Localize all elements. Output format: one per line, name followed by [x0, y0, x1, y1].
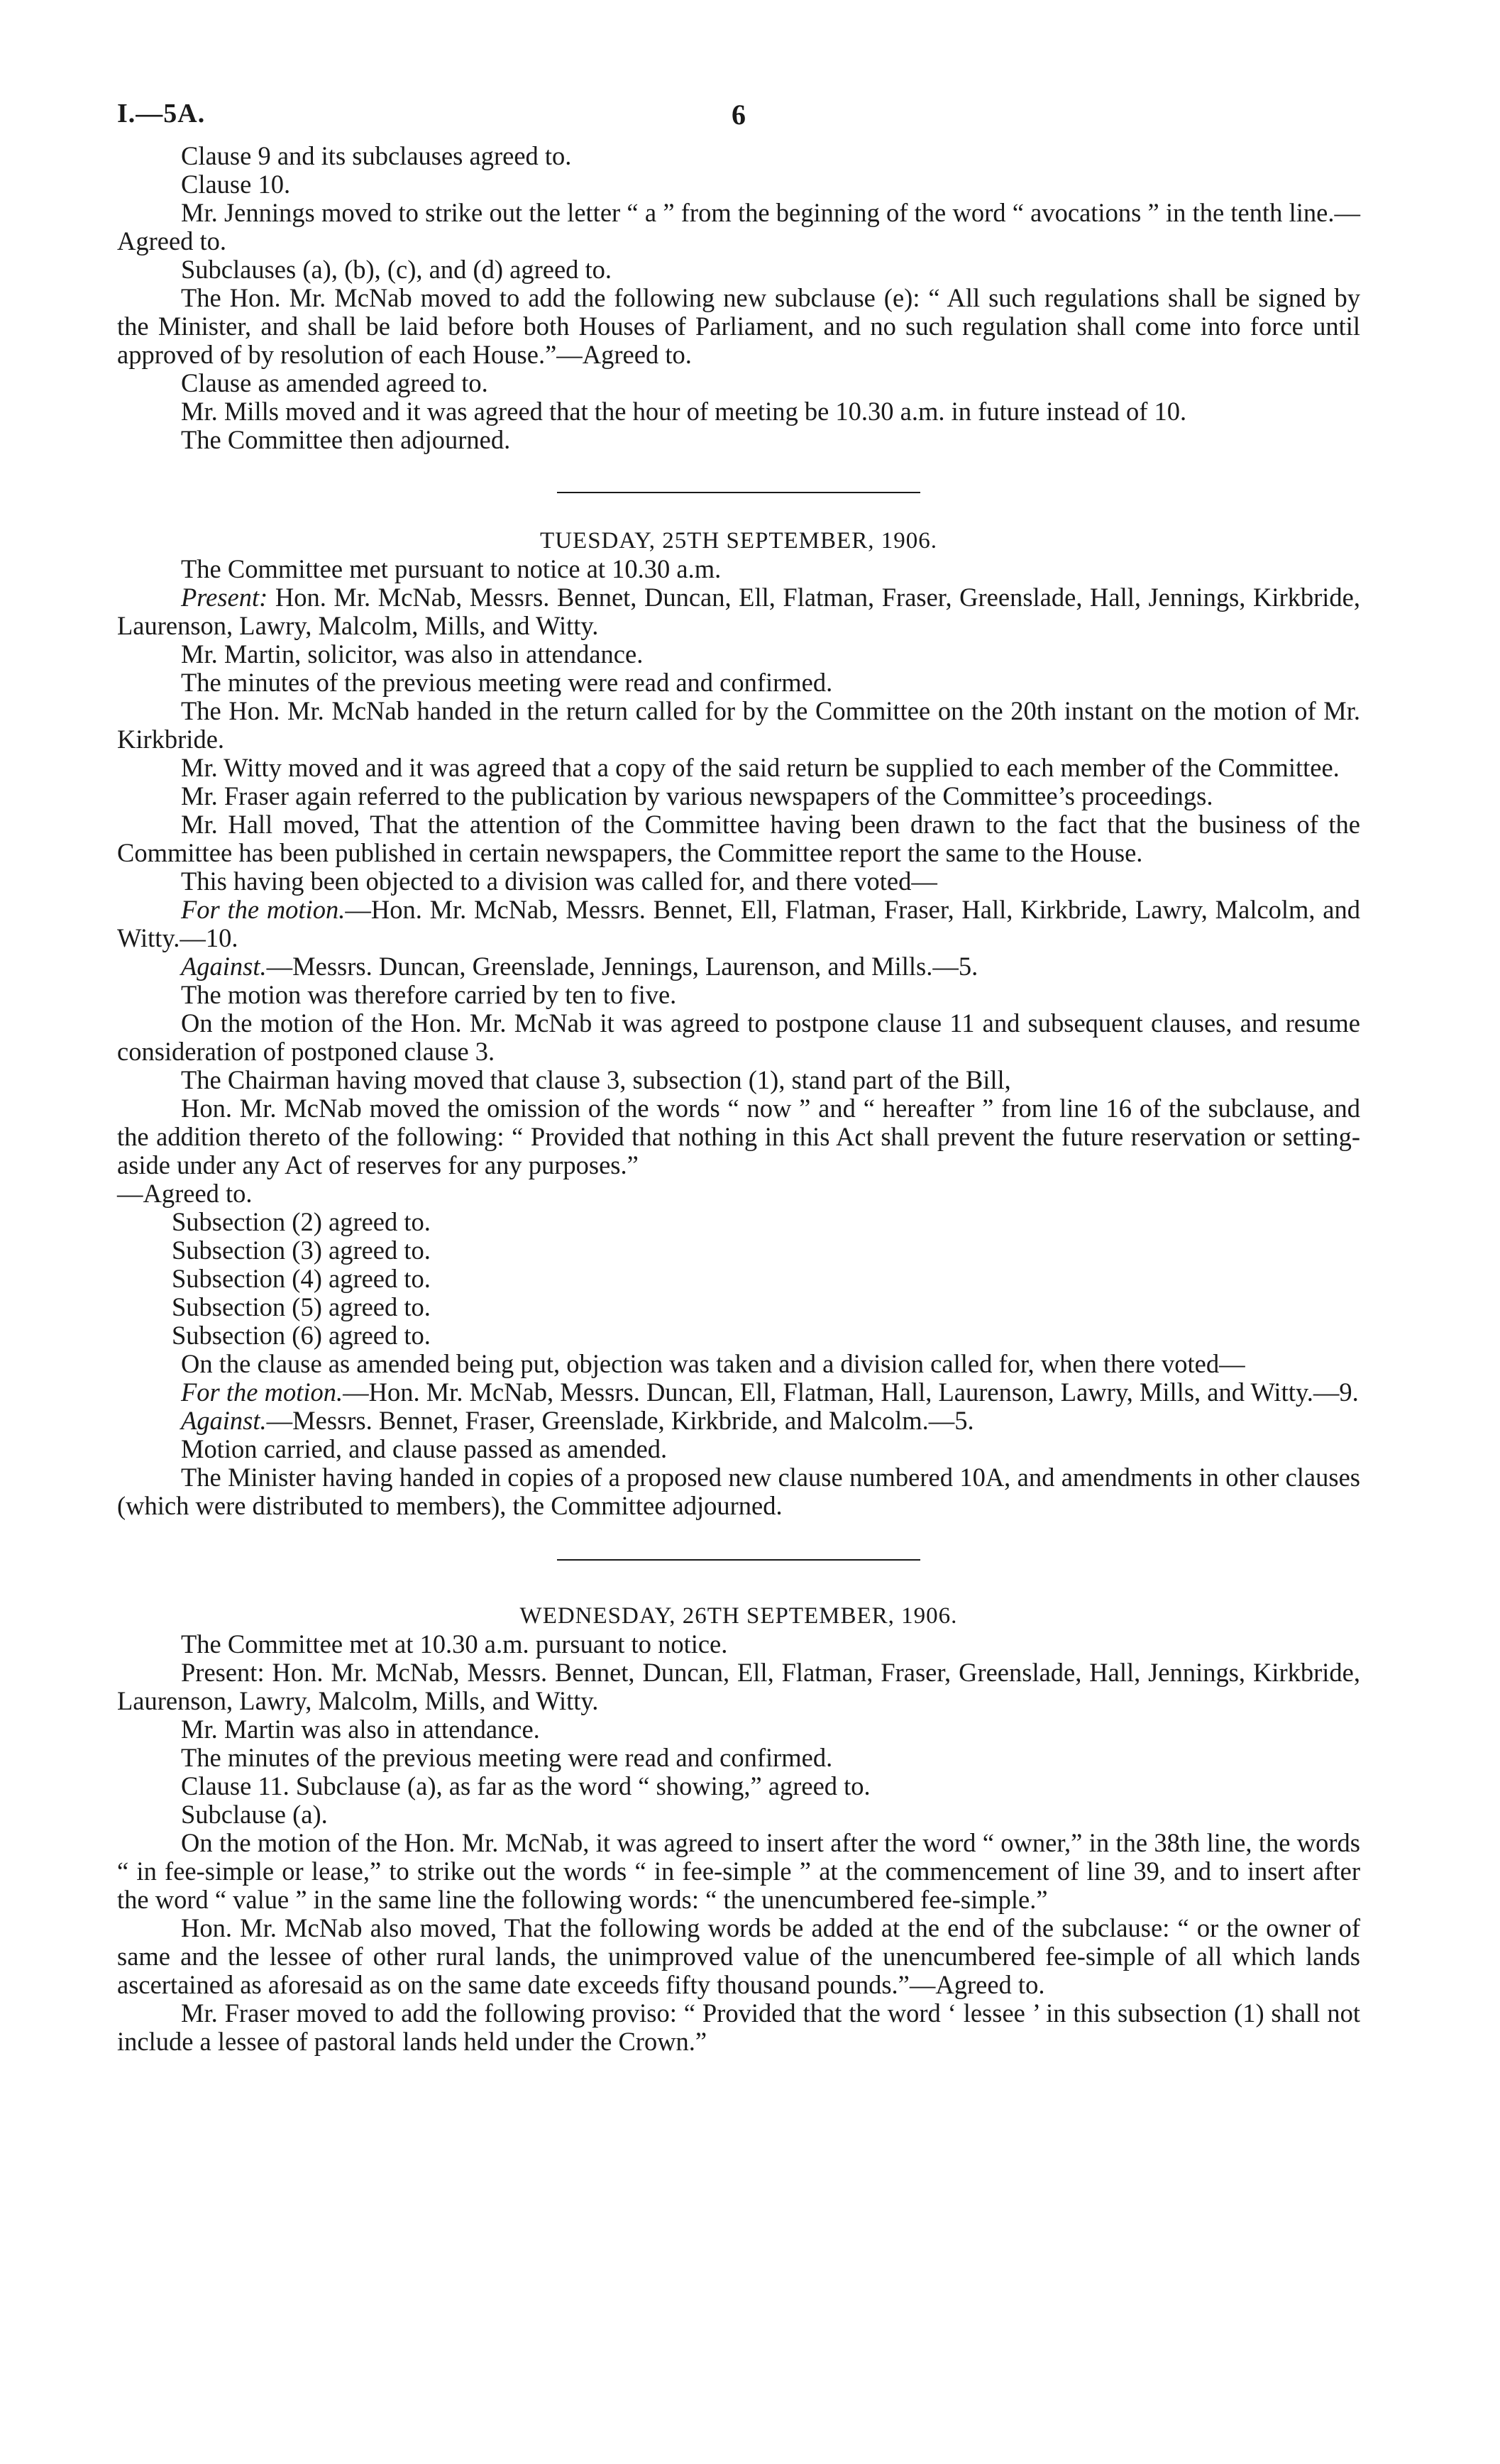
document-reference: I.—5A.: [117, 99, 206, 128]
section-heading: WEDNESDAY, 26TH SEPTEMBER, 1906.: [519, 1603, 958, 1629]
paragraph: Clause 11. Subclause (a), as far as the word “ showing,” agreed to.: [181, 1771, 871, 1800]
paragraph: Mr. Hall moved, That the attention of the Committee having been drawn to the fact that the business of the Committee has been published in certain newspapers, the Committee report the same to the House.: [117, 810, 1360, 867]
paragraph: Clause as amended agreed to.: [181, 368, 488, 397]
vote-against-label: Against.: [181, 1406, 267, 1435]
paragraph: The minutes of the previous meeting were read and confirmed.: [181, 1743, 833, 1772]
vote-against-paragraph: [117, 952, 1360, 981]
subsection-line: Subsection (5) agreed to.: [172, 1292, 431, 1321]
vote-for-paragraph: [117, 1378, 1360, 1407]
paragraph: Motion carried, and clause passed as amended.: [181, 1434, 668, 1463]
paragraph: The Chairman having moved that clause 3, subsection (1), stand part of the Bill,: [181, 1065, 1011, 1094]
vote-for-text: —Hon. Mr. McNab, Messrs. Duncan, Ell, Flatman, Hall, Laurenson, Lawry, Mills, and Witty.—9.: [343, 1377, 1359, 1407]
paragraph: Subclauses (a), (b), (c), and (d) agreed to.: [181, 255, 612, 284]
paragraph: On the motion of the Hon. Mr. McNab it was agreed to postpone clause 11 and subsequent clauses, and resume consideration of postponed clause 3.: [117, 1008, 1360, 1066]
present-label: Present:: [181, 583, 268, 612]
vote-against-paragraph: [117, 1407, 1360, 1435]
subsection-line: Subsection (6) agreed to.: [172, 1321, 431, 1350]
paragraph: The minutes of the previous meeting were read and confirmed.: [181, 668, 833, 697]
section-wednesday: [117, 1602, 1360, 2056]
vote-against-label: Against.: [181, 952, 267, 981]
paragraph: Clause 10.: [181, 170, 291, 199]
vote-against-text: —Messrs. Duncan, Greenslade, Jennings, Laurenson, and Mills.—5.: [266, 952, 978, 981]
subsection-line: Subsection (3) agreed to.: [172, 1236, 431, 1265]
vote-for-text: —Hon. Mr. McNab, Messrs. Bennet, Ell, Flatman, Fraser, Hall, Kirkbride, Lawry, Malcolm, and Witty.—10.: [117, 895, 1361, 952]
paragraph: The Hon. Mr. McNab handed in the return called for by the Committee on the 20th instant on the motion of Mr. Kirkbride.: [117, 696, 1360, 754]
paragraph: —Agreed to.: [117, 1179, 253, 1208]
paragraph: Mr. Mills moved and it was agreed that the hour of meeting be 10.30 a.m. in future instead of 10.: [181, 397, 1187, 426]
paragraph: Present: Hon. Mr. McNab, Messrs. Bennet, Duncan, Ell, Flatman, Fraser, Greenslade, Hall, Jennings, Kirkbride, Laurenson, Lawry, Malcolm, Mills, and Witty.: [117, 1658, 1360, 1715]
paragraph: The Minister having handed in copies of a proposed new clause numbered 10A, and amendments in other clauses (which were distributed to members), the Committee adjourned.: [117, 1463, 1360, 1520]
paragraph: The Committee met at 10.30 a.m. pursuant to notice.: [181, 1629, 728, 1659]
subsection-line: Subsection (4) agreed to.: [172, 1264, 431, 1293]
section-tuesday: [117, 527, 1360, 1520]
paragraph: Hon. Mr. McNab moved the omission of the words “ now ” and “ hereafter ” from line 16 of the subclause, and the addition thereto of the following: “ Provided that nothing in this Act shall prevent the future reservation or setting-aside under any Act of reserves for any purposes.”: [117, 1094, 1360, 1179]
section-heading: TUESDAY, 25TH SEPTEMBER, 1906.: [540, 528, 937, 554]
paragraph: Hon. Mr. McNab also moved, That the following words be added at the end of the subclause: “ or the owner of same and the lessee of other rural lands, the unimproved value of the unencumbered fee-simple of all which lands ascertained as aforesaid as on the same date exceeds fifty thousand pounds.”—Agreed to.: [117, 1913, 1360, 1999]
vote-for-label: For the motion.: [181, 1377, 343, 1407]
paragraph: On the clause as amended being put, objection was taken and a division called for, when there voted—: [181, 1349, 1245, 1378]
paragraph: Mr. Witty moved and it was agreed that a copy of the said return be supplied to each member of the Committee.: [181, 753, 1340, 782]
paragraph: Mr. Fraser moved to add the following proviso: “ Provided that the word ‘ lessee ’ in this subsection (1) shall not include a lessee of pastoral lands held under the Crown.”: [117, 1998, 1360, 2056]
section-intro: [117, 142, 1360, 454]
paragraph: The Committee met pursuant to notice at 10.30 a.m.: [181, 554, 722, 583]
paragraph: Subclause (a).: [181, 1800, 328, 1829]
present-text: Hon. Mr. McNab, Messrs. Bennet, Duncan, Ell, Flatman, Fraser, Greenslade, Hall, Jennings, Kirkbride, Laurenson, Lawry, Malcolm, Mills, and Witty.: [117, 583, 1360, 640]
page-number: 6: [732, 99, 746, 131]
paragraph: On the motion of the Hon. Mr. McNab, it was agreed to insert after the word “ owner,” in the 38th line, the words “ in fee-simple or lease,” to strike out the words “ in fee-simple ” at the commencement of line 39, and to insert after the word “ value ” in the same line the following words: “ the unencumbered fee-simple.”: [117, 1828, 1360, 1914]
paragraph: The Hon. Mr. McNab moved to add the following new subclause (e): “ All such regulations shall be signed by the Minister, and shall be laid before both Houses of Parliament, and no such regulation shall come into force until approved of by resolution of each House.”—Agreed to.: [117, 283, 1360, 369]
paragraph: Mr. Fraser again referred to the publication by various newspapers of the Committee’s proceedings.: [181, 781, 1213, 810]
paragraph: Clause 9 and its subclauses agreed to.: [181, 141, 572, 170]
present-paragraph: [117, 583, 1360, 640]
paragraph: Mr. Jennings moved to strike out the letter “ a ” from the beginning of the word “ avocations ” in the tenth line.—Agreed to.: [117, 198, 1360, 255]
paragraph: The motion was therefore carried by ten to five.: [181, 980, 677, 1009]
vote-for-paragraph: [117, 896, 1360, 952]
document-page: [117, 92, 1360, 2056]
paragraph: Mr. Martin was also in attendance.: [181, 1715, 540, 1744]
subsection-line: Subsection (2) agreed to.: [172, 1207, 431, 1236]
paragraph: Mr. Martin, solicitor, was also in attendance.: [181, 639, 644, 669]
vote-against-text: —Messrs. Bennet, Fraser, Greenslade, Kirkbride, and Malcolm.—5.: [266, 1406, 974, 1435]
paragraph: This having been objected to a division was called for, and there voted—: [181, 867, 937, 896]
vote-for-label: For the motion.: [181, 895, 346, 924]
page-header: [117, 92, 1360, 142]
paragraph: The Committee then adjourned.: [181, 425, 511, 454]
